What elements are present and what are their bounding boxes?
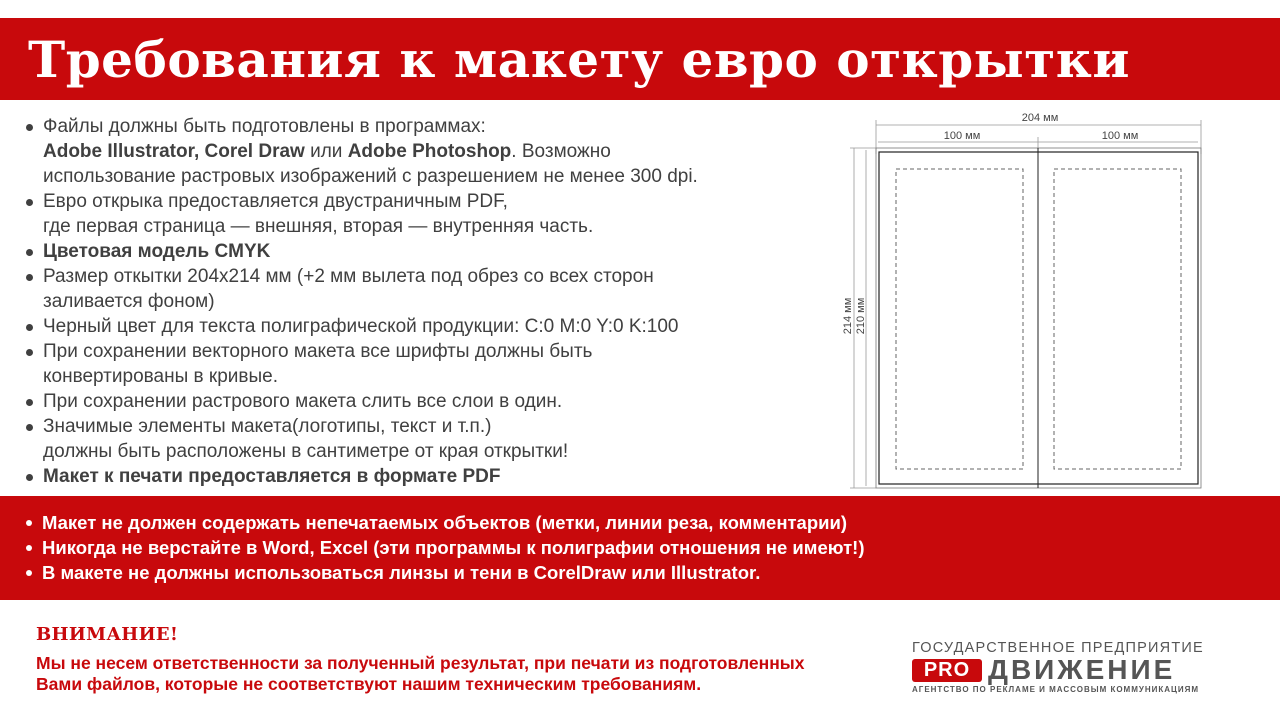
dimension-label-left-width: 100 мм: [943, 130, 981, 142]
requirement-line: Цветовая модель CMYK: [43, 241, 271, 262]
requirement-line: Adobe Illustrator, Corel Draw или Adobe Photoshop. Возможно: [43, 141, 611, 162]
software-name: Adobe Photoshop: [347, 141, 512, 162]
logo-subtitle-bottom: АГЕНТСТВО ПО РЕКЛАМЕ И МАССОВЫМ КОММУНИКАЦИЯМ: [912, 685, 1200, 694]
requirement-line: где первая страница — внешняя, вторая — внутренняя часть.: [43, 216, 594, 237]
company-logo: [910, 640, 1230, 696]
requirement-line: Значимые элементы макета(логотипы, текст и т.п.): [43, 416, 492, 437]
logo-name: ДВИЖЕНИЕ: [988, 654, 1176, 685]
dimension-label-right-width: 100 мм: [1101, 130, 1139, 142]
requirement-line: Размер откытки 204х214 мм (+2 мм вылета под обрез со всех сторон: [43, 266, 654, 287]
requirement-item: [24, 414, 814, 464]
attention-text: [36, 653, 876, 695]
logo-subtitle-top: ГОСУДАРСТВЕННОЕ ПРЕДПРИЯТИЕ: [912, 640, 1204, 656]
warning-item: В макете не должны использоваться линзы и тени в CorelDraw или Illustrator.: [24, 560, 864, 585]
dimension-label-total-width: 204 мм: [1021, 112, 1059, 124]
requirement-item: [24, 189, 814, 239]
attention-line: Мы не несем ответственности за полученный результат, при печати из подготовленных: [36, 653, 805, 673]
requirement-item: [24, 114, 814, 189]
safe-zone-right: [1054, 169, 1181, 469]
dimension-label-inner-height: 210 мм: [855, 297, 867, 335]
requirement-item: [24, 239, 814, 264]
requirement-line: Файлы должны быть подготовлены в программах:: [43, 116, 486, 137]
requirements-list: [24, 114, 814, 489]
requirement-line: При сохранении векторного макета все шрифты должны быть: [43, 341, 593, 362]
warnings-bar: [0, 496, 1280, 600]
requirement-item: [24, 389, 814, 414]
requirement-item: [24, 339, 814, 389]
software-names: Adobe Illustrator, Corel Draw: [43, 141, 305, 162]
dimension-label-total-height: 214 мм: [842, 297, 854, 335]
page-title: Требования к макету евро открытки: [28, 30, 1130, 89]
warning-item: Макет не должен содержать непечатаемых объектов (метки, линии реза, комментарии): [24, 510, 864, 535]
safe-zone-left: [896, 169, 1023, 469]
requirement-line: конвертированы в кривые.: [43, 366, 278, 387]
requirement-item: [24, 314, 814, 339]
warnings-list: [24, 510, 864, 585]
warning-item: Никогда не верстайте в Word, Excel (эти программы к полиграфии отношения не имеют!): [24, 535, 864, 560]
requirement-line: Черный цвет для текста полиграфической продукции: C:0 M:0 Y:0 K:100: [43, 316, 679, 337]
requirement-line: Евро открыка предоставляется двустраничным PDF,: [43, 191, 508, 212]
requirement-item: [24, 464, 814, 489]
title-bar: [0, 18, 1280, 100]
logo-pro-badge: PRO: [912, 659, 982, 682]
requirement-line: использование растровых изображений с разрешением не менее 300 dpi.: [43, 166, 698, 187]
requirement-line: должны быть расположены в сантиметре от края открытки!: [43, 441, 569, 462]
requirement-line: Макет к печати предоставляется в формате PDF: [43, 466, 501, 487]
requirement-line: заливается фоном): [43, 291, 215, 312]
requirement-item: [24, 264, 814, 314]
attention-title: ВНИМАНИЕ!: [36, 624, 179, 645]
requirement-line: При сохранении растрового макета слить все слои в один.: [43, 391, 563, 412]
card-layout-diagram: [836, 106, 1216, 496]
attention-line: Вами файлов, которые не соответствуют нашим техническим требованиям.: [36, 674, 702, 694]
